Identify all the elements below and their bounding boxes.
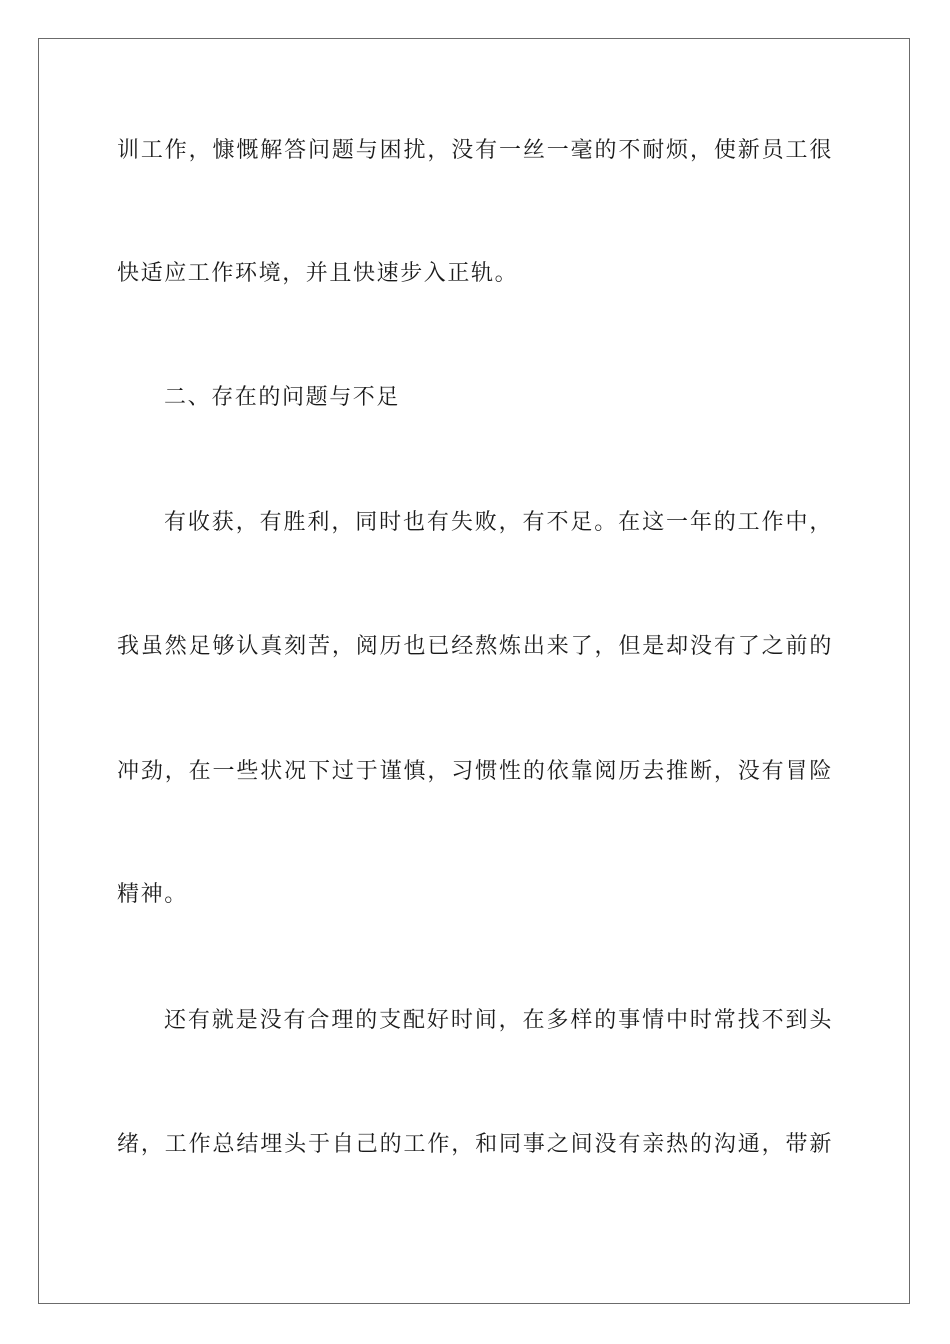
body-text-line: 精神。 xyxy=(117,882,188,907)
body-text-line: 有收获，有胜利，同时也有失败，有不足。在这一年的工作中， xyxy=(164,510,833,535)
body-text-line: 还有就是没有合理的支配好时间，在多样的事情中时常找不到头 xyxy=(164,1008,833,1033)
body-text-line: 冲劲，在一些状况下过于谨慎，习惯性的依靠阅历去推断，没有冒险 xyxy=(117,759,833,784)
body-text-line: 绪，工作总结埋头于自己的工作，和同事之间没有亲热的沟通，带新 xyxy=(117,1132,833,1157)
body-text-line: 快适应工作环境，并且快速步入正轨。 xyxy=(117,261,519,286)
section-heading: 二、存在的问题与不足 xyxy=(164,385,401,410)
body-text-line: 我虽然足够认真刻苦，阅历也已经熬炼出来了，但是却没有了之前的 xyxy=(117,634,833,659)
body-text-line: 训工作，慷慨解答问题与困扰，没有一丝一毫的不耐烦，使新员工很 xyxy=(117,138,833,163)
page-border xyxy=(38,38,910,1304)
